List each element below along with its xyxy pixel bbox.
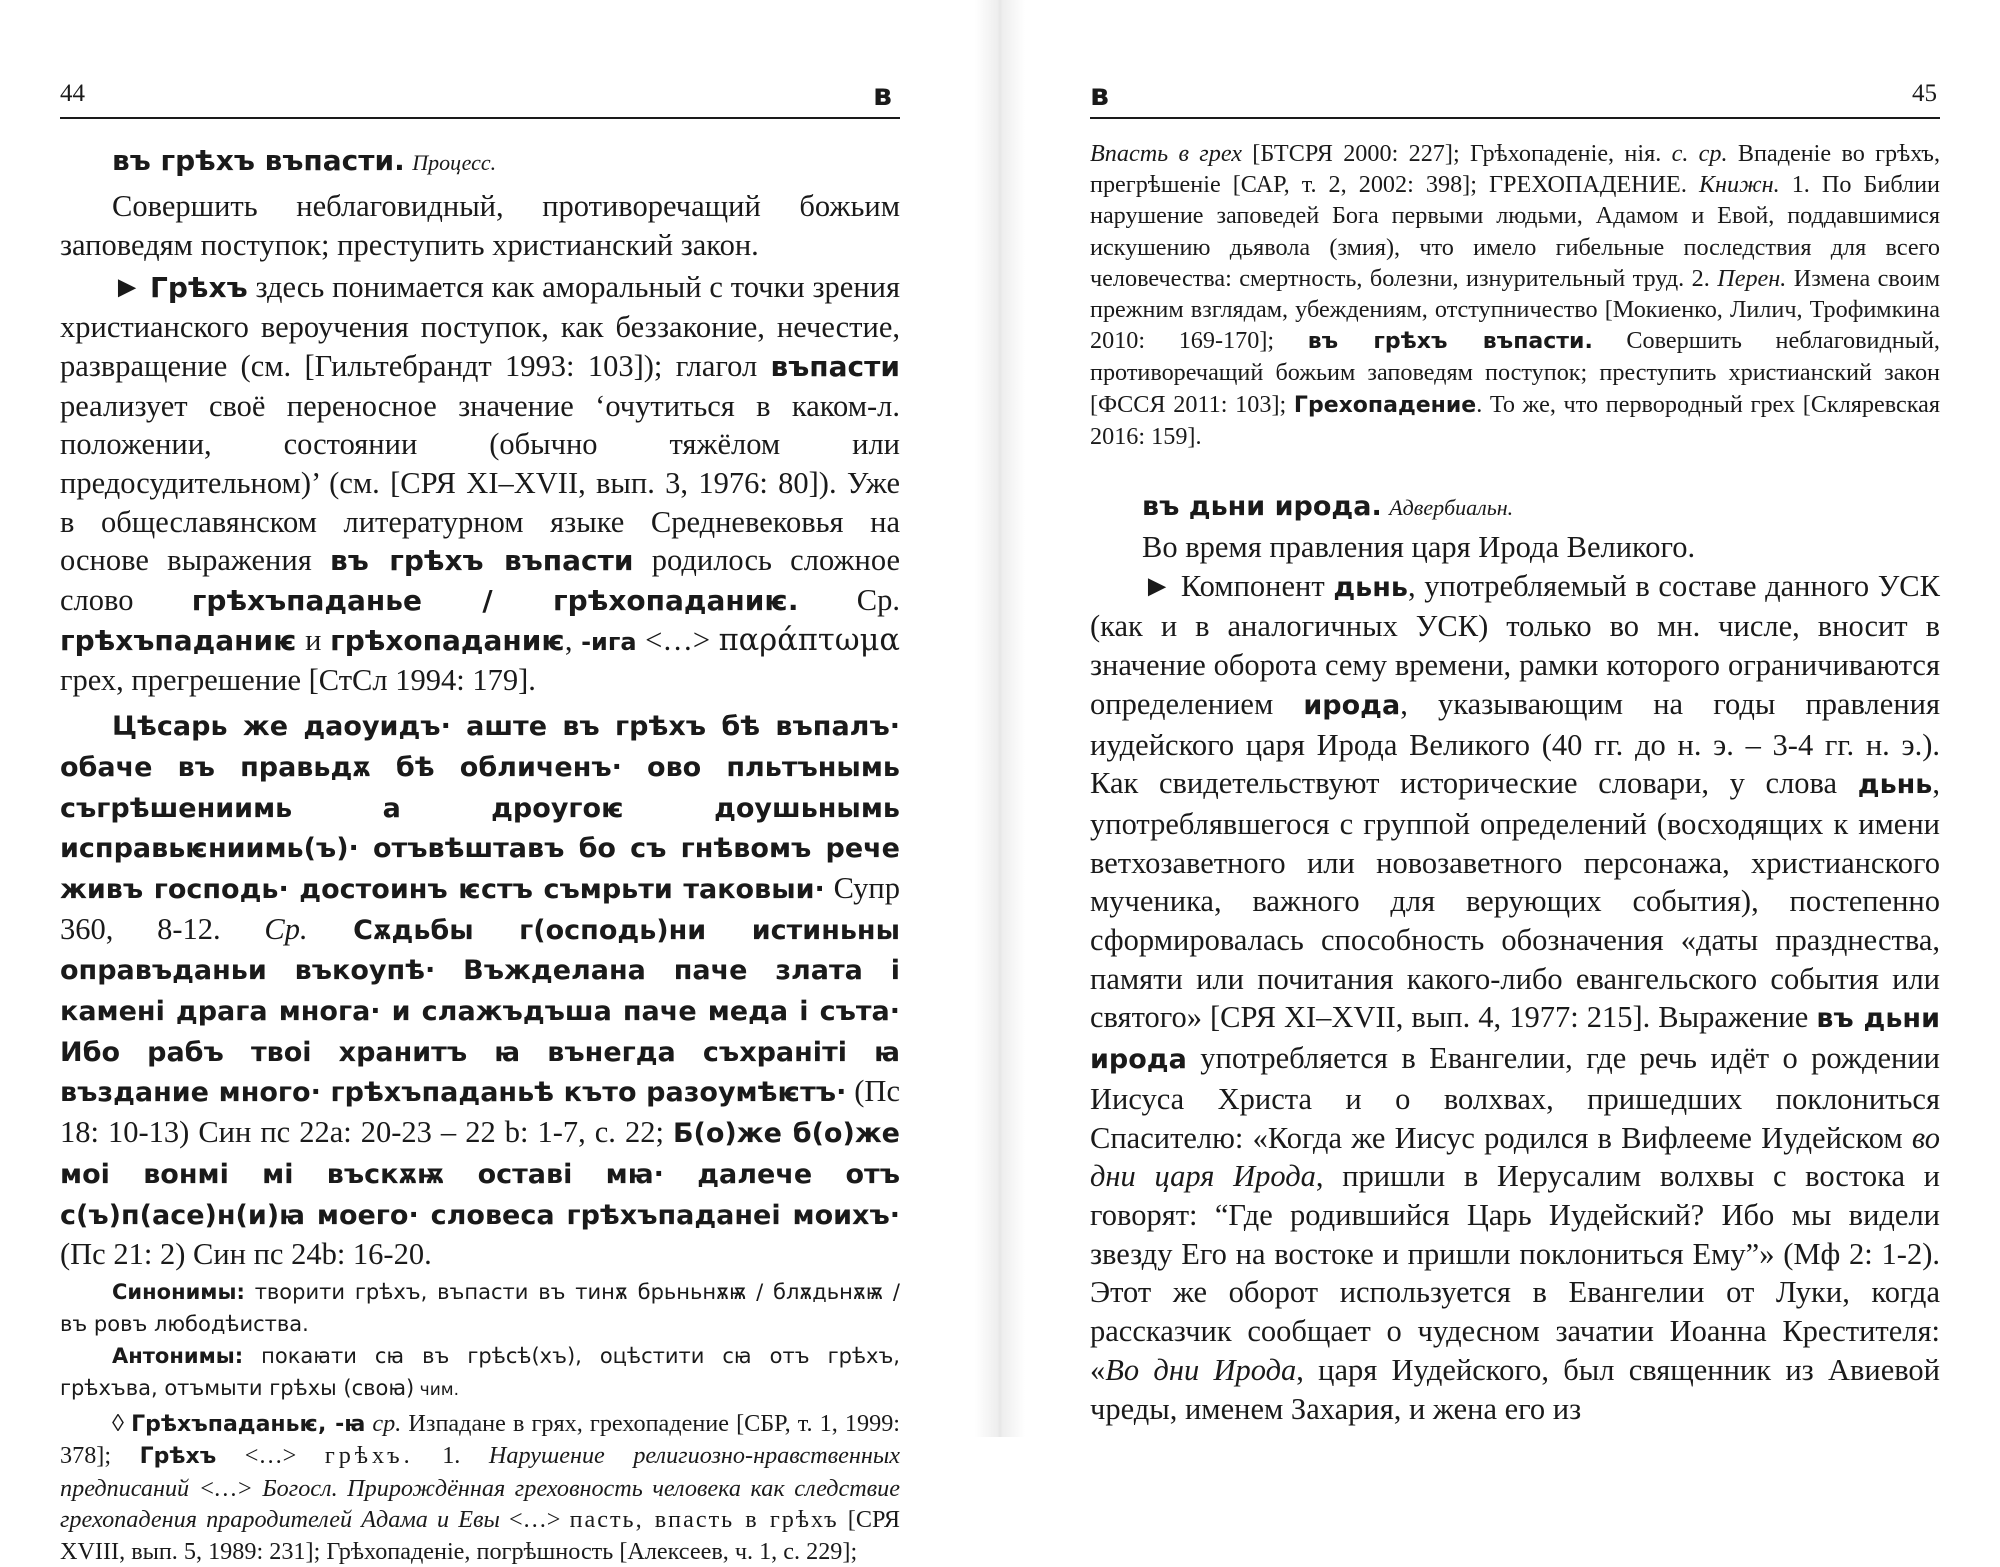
continuation-block: Впасть в грех [БТСРЯ 2000: 227]; Грѣхопаденіе, нія. с. ср. Впаденіе во грѣхъ, прегрѣшеніе [САР, т. 2, 2002: 398]; ГРЕХОПАДЕНИЕ. Книжн. 1. По Библии нарушение заповедей Бога первыми людьми, Адамом и Евой, поддавшимися искушению дьявола (змия), что имело гибельные последствия для всего человечества: смертность, болезни, изнурительный труд. 2. Перен. Измена своим прежним взглядам, убеждениям, отступничество [Мокиенко, Лилич, Трофимкина 2010: 169-170]; въ грѣхъ въпасти. Совершить неблаговидный, противоречащий божьим заповедям поступок; преступить христианский закон [ФССЯ 2011: 103]; Грехопадение. То же, что первородный грех [Скляревская 2016: 159]. [1090,140,1940,450]
right-page [1020,0,2000,1437]
header-rule-left [60,117,900,119]
header-rule-right [1090,117,1940,119]
entry2-note: ► Компонент дьнь, употребляемый в составе данного УСК (как и в аналогичных УСК) только во мн. числе, вносит в значение оборота сему времени, рамки которого ограничиваются определением ирода, указывающим на годы правления иудейского царя Ирода Великого (40 гг. до н. э. – 3-4 гг. н. э.). Как свидетельствуют исторические словари, у слова дьнь, употреблявшегося с группой определений (восходящих к имени ветхозаветного или новозаветного персонажа, христианского мученика, важного для верующих события), постепенно сформировалась способность обозначения «даты празднества, памяти или почитания какого-либо евангельского события или святого» [СРЯ XI–XVII, вып. 4, 1977: 215]. Выражение въ дьни ирода употребляется в Евангелии, где речь идёт о рождении Иисуса Христа и о волхвах, пришедших поклониться Спасителю: «Когда же Иисус родился в Вифлееме Иудейском во дни царя Ирода, пришли в Иерусалим волхвы с востока и говорят: “Где родившийся Царь Иудейский? Ибо мы видели звезду Его на востоке и пришли поклониться Ему”» (Мф 2: 1-2). Этот же оборот используется в Евангелии от Луки, когда рассказчик сообщает о чудесном зачатии Иоанна Крестителя: «Во дни Ирода, царя Иудейского, был священник из Авиевой чреды, именем Захария, и жена его из [1090,568,1940,1426]
page-number-right: 45 [1912,80,1937,107]
header-letter-right: в [1090,78,1109,113]
entry-heading: въ грѣхъ въпасти. Процесс. [112,144,497,177]
entry2-definition: Во время правления царя Ирода Великого. [1142,530,1696,565]
entry-note: ► Грѣхъ здесь понимается как аморальный с точки зрения христианского вероучения поступок, как беззаконие, нечестие, развращение (см. [Гильтебрандт 1993: 103]); глагол въпасти реализует своё переносное значение ‘очутиться в каком-л. положении, состоянии (обычно тяжёлом или предосудительном)’ (см. [СРЯ XI–XVII, вып. 3, 1976: 80]). Уже в общеславянском литературном языке Средневековья на основе выражения въ грѣхъ въпасти родилось сложное слово грѣхъпаданье / грѣхопаданиѥ. Ср. грѣхъпаданиѥ и грѣхопаданиѥ, -ига <…> παράπτωμα грех, прегрешение [СтСл 1994: 179]. [60,270,901,698]
right-text-column [1090,138,1940,1428]
derivation-note: ◊ Грѣхъпаданьѥ, -ꙗ ср. Изпадане в грях, грехопадение [СБР, т. 1, 1999: 378]; Грѣхъ <…> грѣхъ. 1. Нарушение религиозно-нравственных предписаний <…> Богосл. Прирождённая греховность человека как следствие грехопадения прародителей Адама и Евы <…> пасть, впасть в грѣхъ [СРЯ XVIII, вып. 5, 1989: 231]; Грѣхопаденіе, погрѣшность [Алексеев, ч. 1, с. 229]; [60,1409,901,1565]
left-page [0,0,980,1565]
entry2-heading: въ дьни ирода. Адвербиальн. [1142,491,1514,523]
left-text-column [60,141,900,1567]
antonyms-line: Антонимы: покаꙗти сꙗ въ грѣсѣ(хъ), оцѣстити сꙗ отъ грѣхъ, грѣхъва, отъмыти грѣхы (своꙗ) чим. [60,1343,900,1400]
entry-definition: Совершить неблаговидный, противоречащий божьим заповедям поступок; преступить христианский закон. [60,189,900,262]
header-letter-left: в [873,78,892,113]
quotation-block: Цѣсарь же даоуидъ· аште въ грѣхъ бѣ въпалъ· обаче въ правьдѫ бѣ обличенъ· ово пльтънымь съгрѣшениимь а дроугоѥ доушьнымь исправьѥниимь(ъ)· отъвѣштавъ бо съ гнѣвомъ рече живъ господь· достоинъ ѥстъ съмрьти таковыи· Супр 360, 8-12. Ср. Сѫдьбы г(осподь)ни истиньны оправъданьи въкоупѣ· Въжделана паче злата і камені драга многа· и слажъдъша паче меда і съта· Ибо рабъ твоі хранитъ ꙗ вънегда съхраніті ꙗ въздание много· грѣхъпаданьѣ къто разоумѣѥтъ· (Пс 18: 10-13) Син пс 22а: 20-23 – 22 b: 1-7, с. 22; Б(о)же б(о)же моі вонмі мі въскѫѭ оставі мꙗ· далече отъ с(ъ)п(асе)н(и)ꙗ моего· словеса грѣхъпаданеі моихъ· (Пс 21: 2) Син пс 24b: 16-20. [60,711,900,1272]
page-number-left: 44 [60,80,85,107]
book-gutter [975,0,1025,1437]
synonyms-line: Синонимы: творити грѣхъ, въпасти въ тинѫ брьньнѫѭ / блѫдьнѫѭ / въ ровъ любодѣиства. [60,1279,900,1336]
